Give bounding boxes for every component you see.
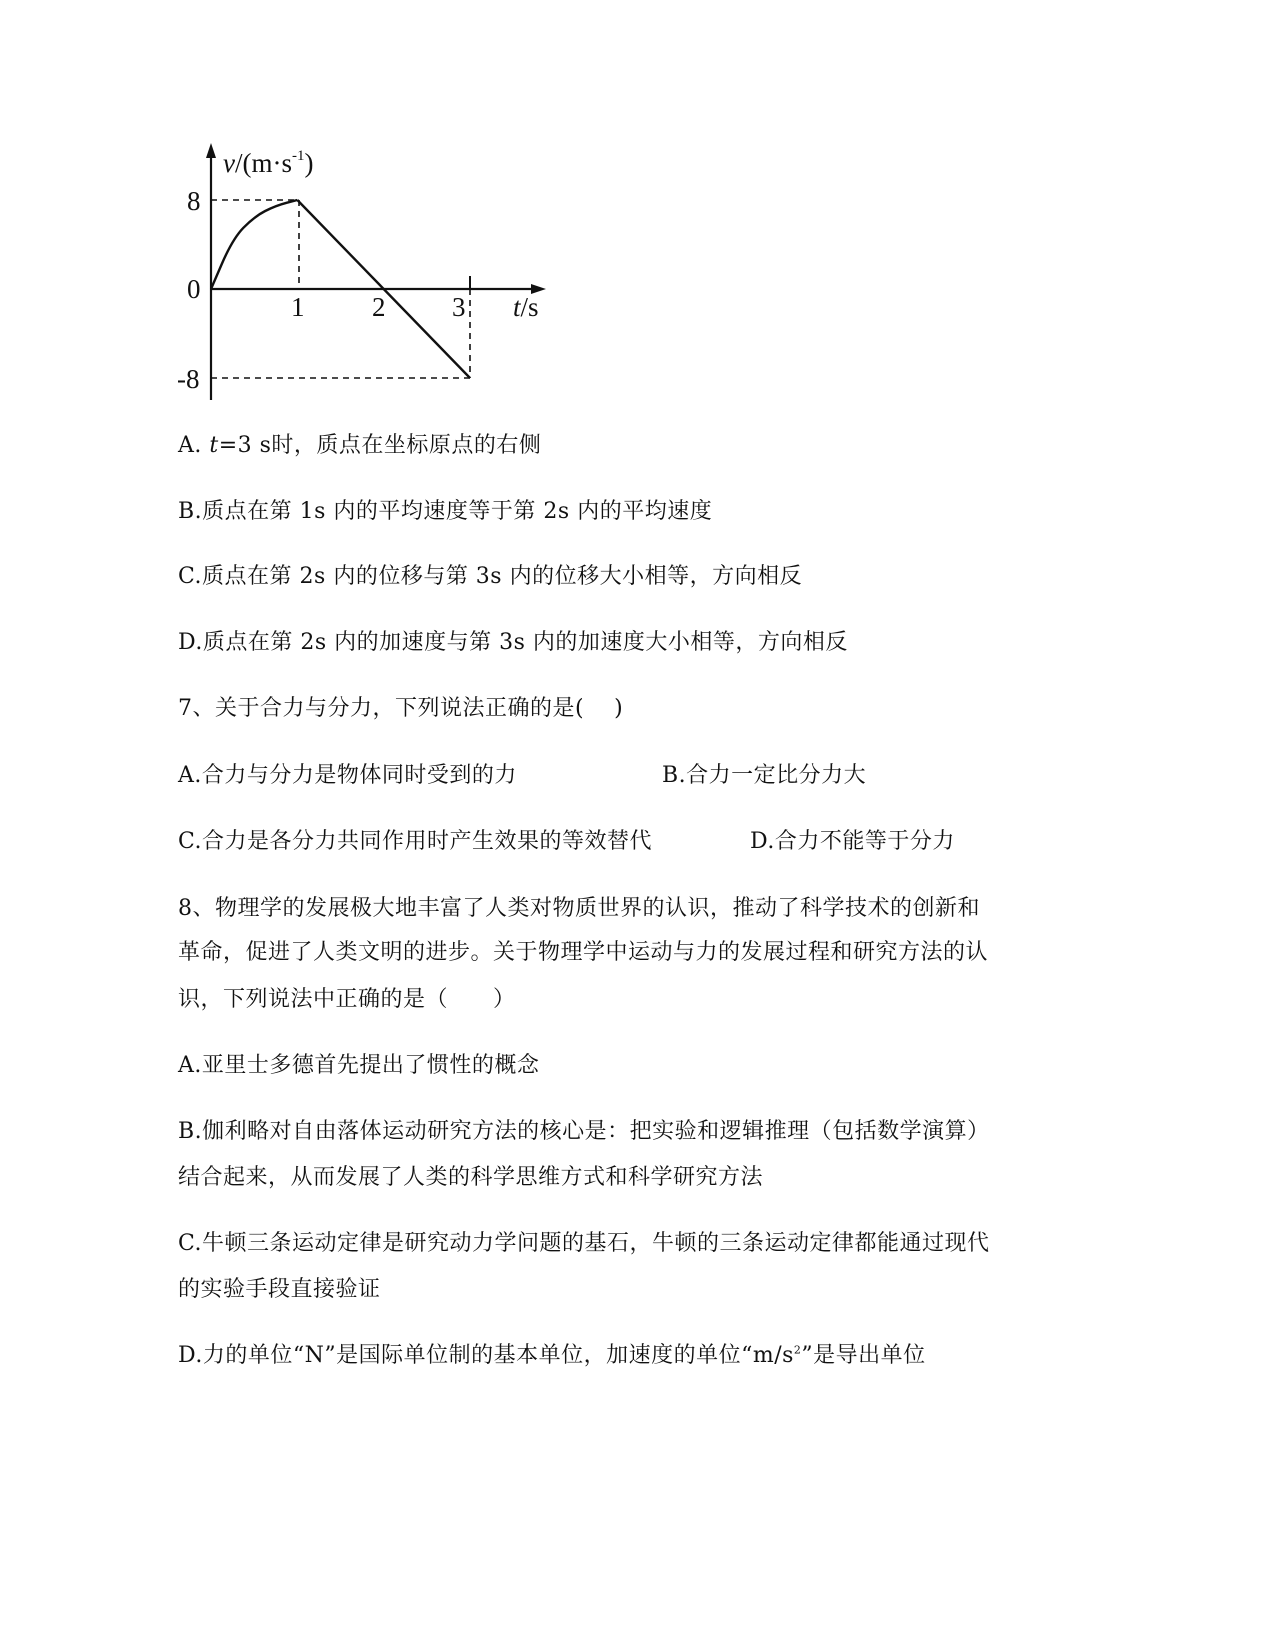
q7-option-a: A.合力与分力是物体同时受到的力 (178, 763, 517, 788)
x-axis-label (513, 292, 539, 322)
q6-option-a-var: t (209, 433, 219, 458)
q8-option-d (178, 1340, 926, 1372)
q8-option-c-line1: C.牛顿三条运动定律是研究动力学问题的基石，牛顿的三条运动定律都能通过现代 (178, 1231, 990, 1256)
y-axis-label-close: ) (304, 148, 314, 178)
y-axis-label-var: v (223, 148, 235, 178)
y-tick-label-8: 8 (187, 186, 201, 216)
q6-option-d: D.质点在第 2s 内的加速度与第 3s 内的加速度大小相等，方向相反 (178, 630, 848, 655)
q8-option-d-part2: ”是导出单位 (801, 1343, 926, 1368)
q7-option-d: D.合力不能等于分力 (750, 829, 955, 854)
q6-option-b: B.质点在第 1s 内的平均速度等于第 2s 内的平均速度 (178, 499, 713, 524)
q6-option-a (178, 430, 541, 462)
q6-option-a-rest: =3 s时，质点在坐标原点的右侧 (218, 433, 542, 458)
q6-option-a-prefix: A. (178, 433, 210, 458)
y-tick-label-neg8: -8 (177, 364, 200, 394)
x-tick-label-1: 1 (291, 292, 305, 322)
q8-option-c-line2: 的实验手段直接验证 (178, 1277, 381, 1302)
velocity-curve-segment (211, 200, 297, 289)
y-axis-label-unit: /(m·s (234, 148, 292, 178)
velocity-time-graph-svg (175, 138, 575, 408)
q8-stem-line3: 识，下列说法中正确的是（ ） (178, 987, 516, 1012)
x-tick-label-3: 3 (452, 292, 466, 322)
q7-option-c: C.合力是各分力共同作用时产生效果的等效替代 (178, 829, 653, 854)
y-axis-label-exp: -1 (291, 148, 305, 164)
velocity-time-graph (175, 138, 575, 408)
q8-option-d-part1: D.力的单位“N”是国际单位制的基本单位，加速度的单位“m/s (178, 1343, 794, 1368)
q7-option-b: B.合力一定比分力大 (662, 763, 867, 788)
y-axis-arrow (206, 143, 216, 158)
q7-stem: 7、关于合力与分力，下列说法正确的是( ) (178, 696, 624, 721)
x-axis-label-unit: /s (520, 292, 539, 322)
q8-option-b-line1: B.伽利略对自由落体运动研究方法的核心是：把实验和逻辑推理（包括数学演算） (178, 1119, 990, 1144)
q8-stem-line1: 8、物理学的发展极大地丰富了人类对物质世界的认识，推动了科学技术的创新和 (178, 896, 980, 921)
y-tick-label-0: 0 (187, 274, 201, 304)
x-axis-label-var: t (513, 292, 521, 322)
y-axis-label (223, 148, 313, 178)
q8-option-d-sup: 2 (793, 1343, 802, 1357)
q8-option-a: A.亚里士多德首先提出了惯性的概念 (178, 1053, 540, 1078)
q6-option-c: C.质点在第 2s 内的位移与第 3s 内的位移大小相等，方向相反 (178, 564, 803, 589)
x-tick-label-2: 2 (372, 292, 386, 322)
q8-option-b-line2: 结合起来，从而发展了人类的科学思维方式和科学研究方法 (178, 1165, 764, 1190)
q8-stem-line2: 革命，促进了人类文明的进步。关于物理学中运动与力的发展过程和研究方法的认 (178, 940, 989, 965)
